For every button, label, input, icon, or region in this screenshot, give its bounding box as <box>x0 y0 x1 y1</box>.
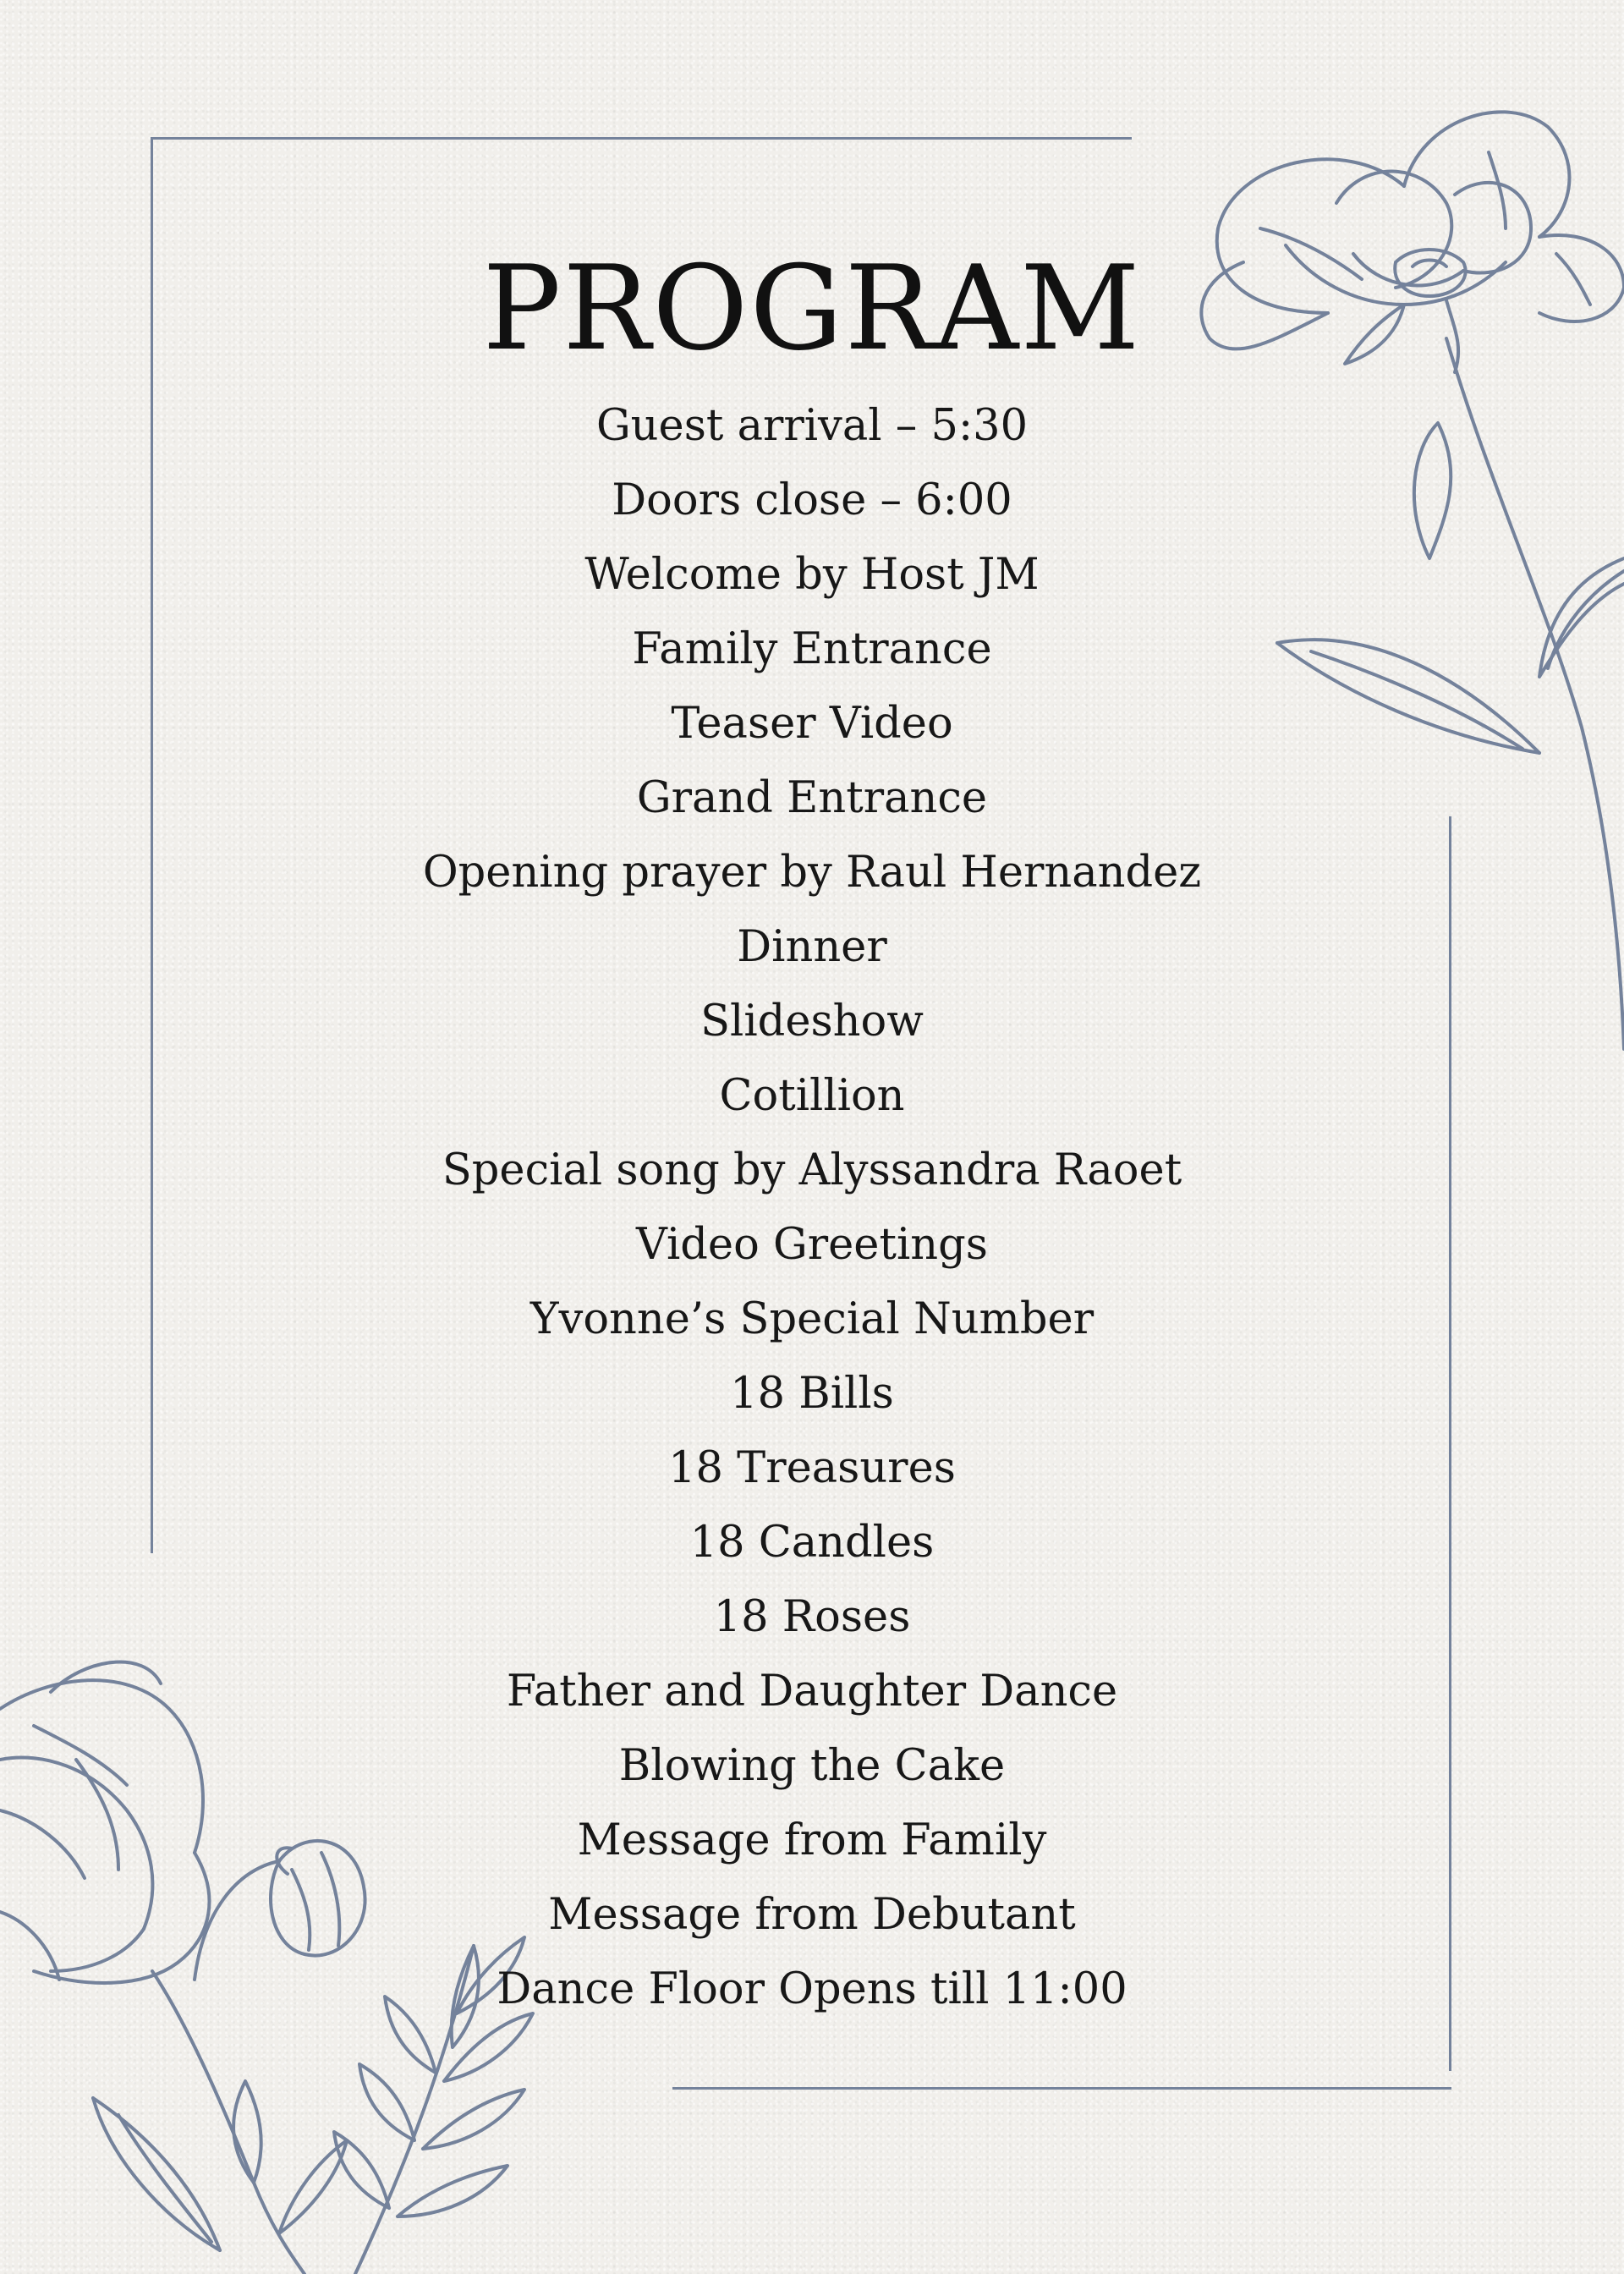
frame-left-line <box>151 137 153 1553</box>
program-item: Cotillion <box>719 1071 905 1121</box>
program-item: 18 Candles <box>689 1518 935 1568</box>
program-item: Yvonne’s Special Number <box>529 1294 1095 1344</box>
program-item: 18 Bills <box>730 1369 894 1419</box>
program-item: Message from Debutant <box>548 1890 1076 1940</box>
program-item: Dance Floor Opens till 11:00 <box>497 1964 1127 2014</box>
frame-bottom-line <box>672 2087 1451 2090</box>
program-item: Dinner <box>737 922 887 972</box>
program-item: Guest arrival – 5:30 <box>595 401 1029 451</box>
frame-top-line <box>151 137 1132 140</box>
program-item: 18 Roses <box>713 1592 911 1642</box>
program-item: Special song by Alyssandra Raoet <box>442 1145 1182 1195</box>
program-item: Blowing the Cake <box>618 1741 1006 1791</box>
program-item: Welcome by Host JM <box>584 550 1040 600</box>
program-item: Video Greetings <box>636 1220 988 1270</box>
program-item: Message from Family <box>577 1815 1047 1865</box>
program-item: Doors close – 6:00 <box>612 475 1012 525</box>
program-item: Opening prayer by Raul Hernandez <box>422 848 1202 898</box>
program-item: Slideshow <box>700 997 924 1046</box>
program-item: 18 Treasures <box>668 1443 956 1493</box>
program-list <box>220 389 1404 2027</box>
program-item: Grand Entrance <box>636 773 988 823</box>
program-title: PROGRAM <box>482 240 1142 376</box>
program-item: Father and Daughter Dance <box>506 1667 1118 1716</box>
program-item: Family Entrance <box>632 624 992 674</box>
program-item: Teaser Video <box>671 699 953 749</box>
